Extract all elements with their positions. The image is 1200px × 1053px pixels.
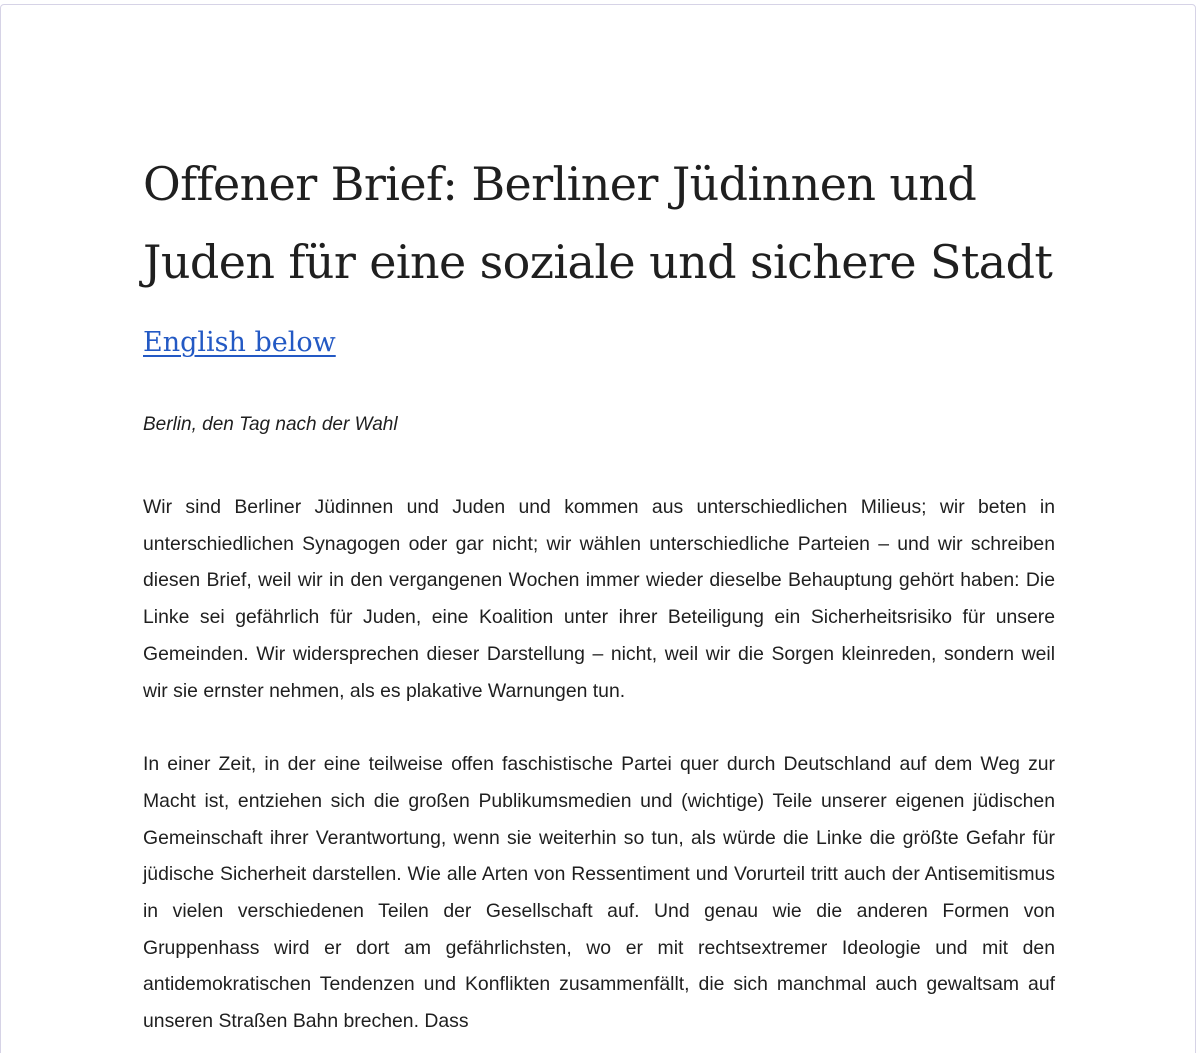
document-page xyxy=(0,4,1196,1053)
dateline: Berlin, den Tag nach der Wahl xyxy=(143,414,398,435)
document-title: Offener Brief: Berliner Jüdinnen und Juden für eine soziale und sichere Stadt xyxy=(143,157,1053,289)
paragraph-1: Wir sind Berliner Jüdinnen und Juden und kommen aus unterschiedlichen Milieus; wir beten in unterschiedlichen Synagogen oder gar nicht; wir wählen unterschiedliche Parteien – und wir schreiben diesen Brief, weil wir in den vergangenen Wochen immer wieder dieselbe Behauptung gehört haben: Die Linke sei gefährlich für Juden, eine Koalition unter ihrer Beteiligung ein Sicherheitsrisiko für unsere Gemeinden. Wir widersprechen dieser Darstellung – nicht, weil wir die Sorgen kleinreden, sondern weil wir sie ernster nehmen, als es plakative Warnungen tun. xyxy=(143,496,1055,702)
paragraph-2: In einer Zeit, in der eine teilweise offen faschistische Partei quer durch Deutschland auf dem Weg zur Macht ist, entziehen sich die großen Publikumsmedien und (wichtige) Teile unserer eigenen jüdischen Gemeinschaft ihrer Verantwortung, wenn sie weiterhin so tun, als würde die Linke die größte Gefahr für jüdische Sicherheit darstellen. Wie alle Arten von Ressentiment und Vorurteil tritt auch der Antisemitismus in vielen verschiedenen Teilen der Gesellschaft auf. Und genau wie die anderen Formen von Gruppenhass wird er dort am gefährlichsten, wo er mit rechtsextremer Ideologie und mit den antidemokratischen Tendenzen und Konflikten zusammenfällt, die sich manchmal auch gewaltsam auf unseren Straßen Bahn brechen. Dass xyxy=(143,753,1055,1033)
english-below-link[interactable]: English below xyxy=(143,327,336,358)
document-content xyxy=(143,145,1055,1040)
